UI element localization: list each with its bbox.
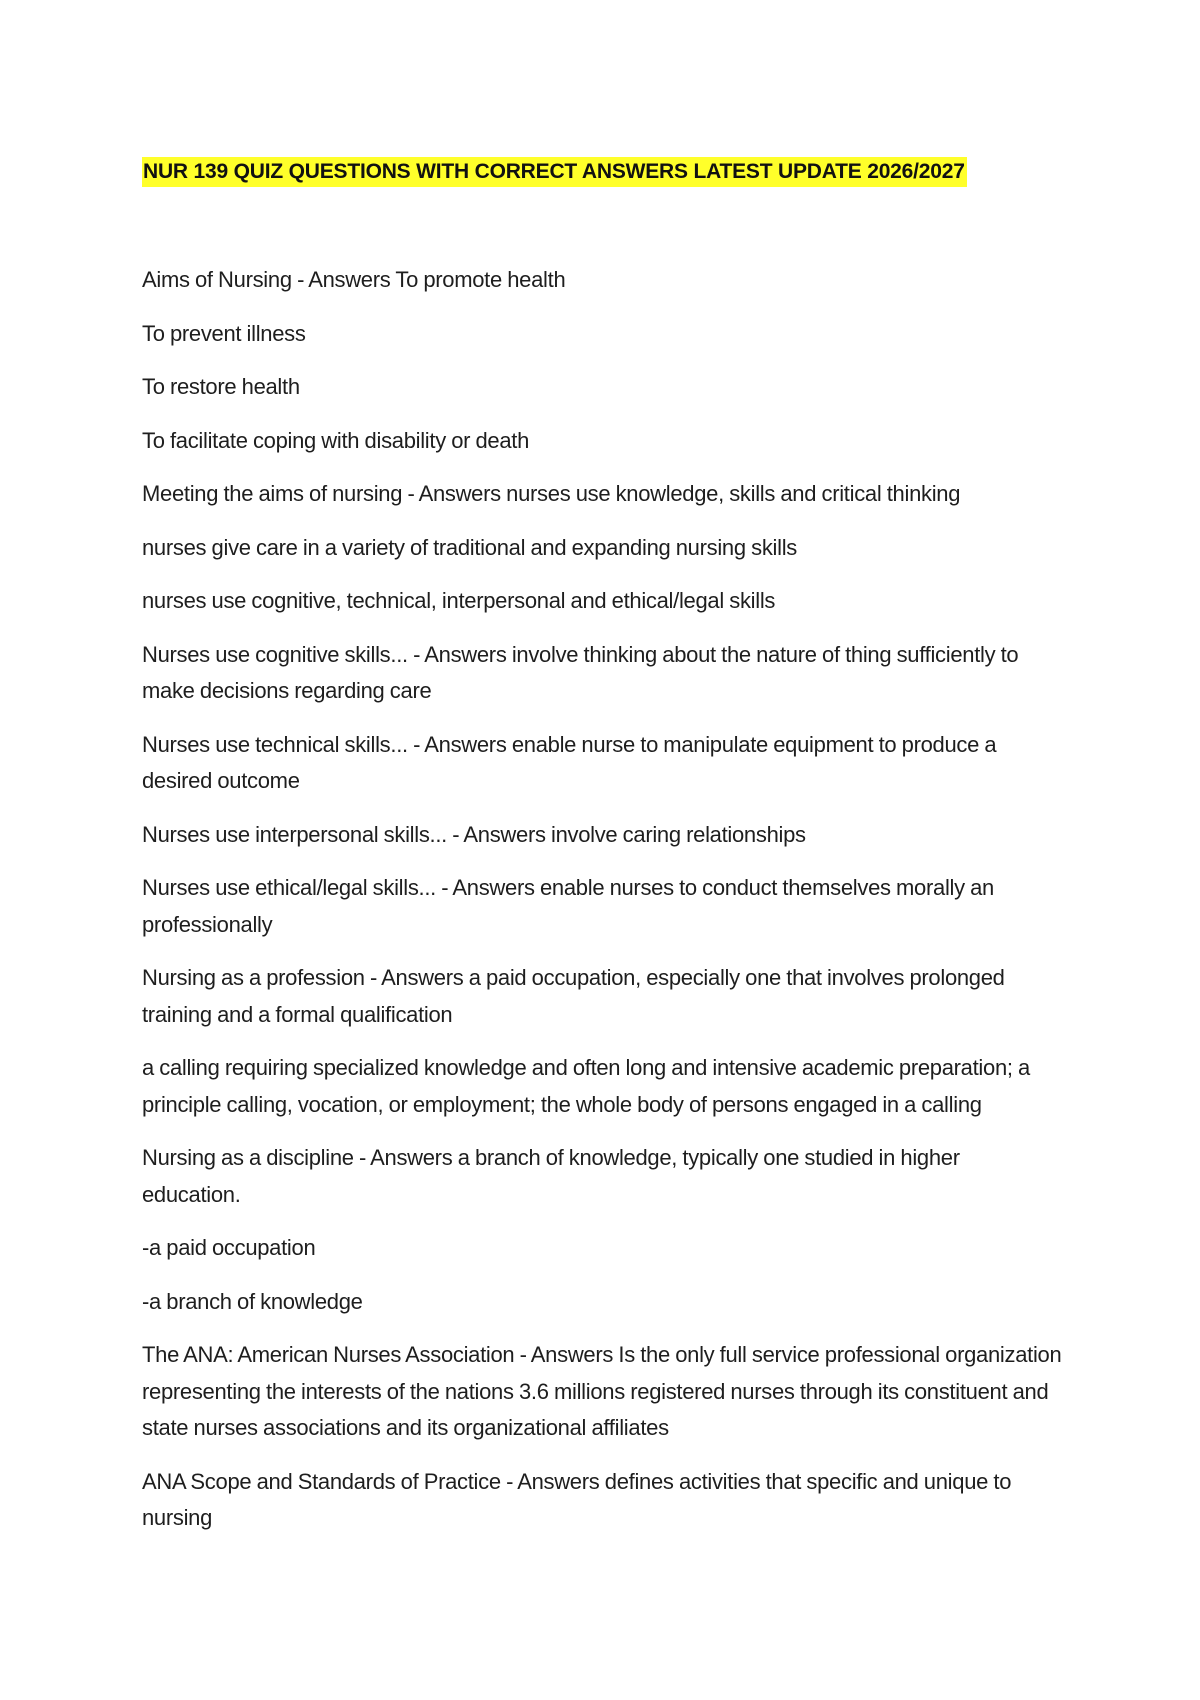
paragraph-nursing-discipline: Nursing as a discipline - Answers a branch of knowledge, typically one studied in higher education. [142,1145,960,1207]
paragraph-branch-of-knowledge: -a branch of knowledge [142,1288,363,1314]
document-body [142,262,1062,1554]
paragraph-technical-skills: Nurses use technical skills... - Answers enable nurse to manipulate equipment to produce a desired outcome [142,731,997,793]
paragraph-ana-scope: ANA Scope and Standards of Practice - Answers defines activities that specific and unique to nursing [142,1468,1012,1530]
document-title: NUR 139 QUIZ QUESTIONS WITH CORRECT ANSWERS LATEST UPDATE 2026/2027 [142,157,967,187]
paragraph-ethical-legal-skills: Nurses use ethical/legal skills... - Answers enable nurses to conduct themselves morally an professionally [142,875,994,937]
paragraph-calling: a calling requiring specialized knowledge and often long and intensive academic preparation; a principle calling, vocation, or employment; the whole body of persons engaged in a calling [142,1055,1030,1117]
paragraph-cognitive-skills: Nurses use cognitive skills... - Answers involve thinking about the nature of thing sufficiently to make decisions regarding care [142,641,1019,703]
paragraph-interpersonal-skills: Nurses use interpersonal skills... - Answers involve caring relationships [142,821,806,847]
paragraph-ana: The ANA: American Nurses Association - Answers Is the only full service professional organization representing the interests of the nations 3.6 millions registered nurses through its constituent and state nurses associations and its organizational affiliates [142,1342,1062,1440]
paragraph-skills-list: nurses use cognitive, technical, interpersonal and ethical/legal skills [142,588,776,613]
paragraph-nursing-profession: Nursing as a profession - Answers a paid occupation, especially one that involves prolonged training and a formal qualification [142,965,1005,1027]
paragraph-facilitate-coping: To facilitate coping with disability or death [142,427,530,453]
paragraph-aims-of-nursing: Aims of Nursing - Answers To promote health [142,267,566,292]
paragraph-paid-occupation: -a paid occupation [142,1235,316,1260]
paragraph-meeting-aims: Meeting the aims of nursing - Answers nurses use knowledge, skills and critical thinking [142,481,961,506]
document-title-wrap [142,157,967,187]
paragraph-give-care: nurses give care in a variety of traditional and expanding nursing skills [142,534,797,560]
paragraph-prevent-illness: To prevent illness [142,320,306,346]
paragraph-restore-health: To restore health [142,374,300,399]
